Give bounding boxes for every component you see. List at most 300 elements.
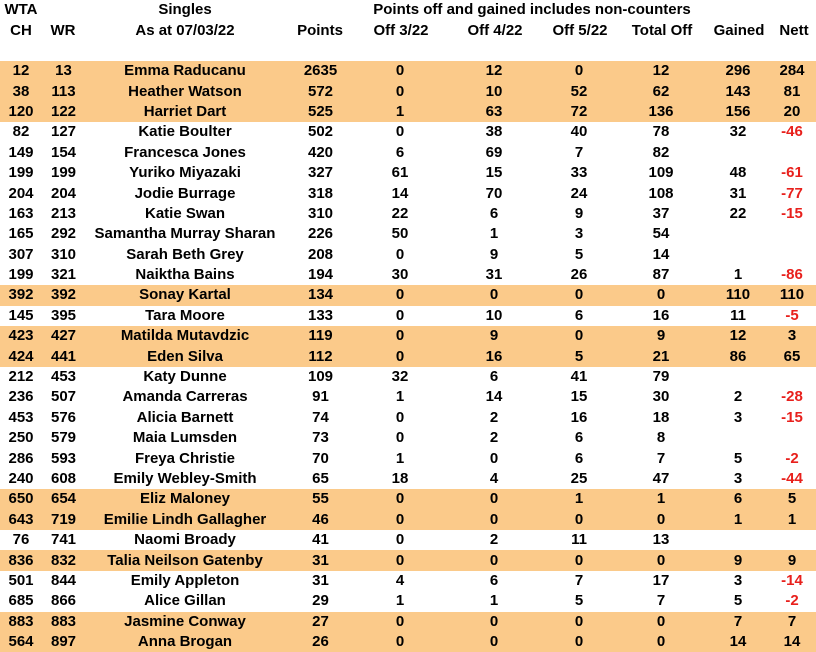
cell-off-4: 4 [489, 470, 499, 487]
cell-ch: 120 [0, 102, 42, 122]
cell-nett: 1 [768, 510, 816, 530]
cell-wr: 832 [42, 550, 85, 570]
cell-points: 31 [312, 571, 329, 589]
header-as-at: As at 07/03/22 [135, 22, 235, 39]
cell-ch: 836 [0, 550, 42, 570]
cell-wr: 883 [42, 612, 85, 632]
cell-off-4: 10 [444, 81, 544, 101]
cell-off-5: 0 [544, 326, 614, 346]
cell-off-3: 4 [395, 571, 405, 589]
cell-name: Emily Webley-Smith [113, 470, 257, 487]
table-row [0, 489, 816, 509]
cell-off-5: 33 [570, 164, 588, 182]
cell-off-3: 0 [395, 429, 405, 447]
header-points: Points [297, 22, 343, 39]
table-row [0, 265, 816, 285]
cell-off-5: 0 [544, 510, 614, 530]
cell-wr: 897 [42, 632, 85, 652]
cell-ch: 204 [8, 184, 34, 202]
cell-name: Yuriko Miyazaki [129, 164, 241, 182]
cell-total-off: 109 [648, 164, 674, 182]
cell-wr: 13 [42, 61, 85, 81]
cell-off-5: 24 [570, 184, 588, 202]
cell-ch: 145 [8, 306, 34, 324]
cell-off-5: 26 [570, 266, 588, 284]
cell-off-4: 0 [444, 550, 544, 570]
cell-total-off: 0 [614, 285, 708, 305]
table-row [0, 285, 816, 305]
cell-off-5: 0 [544, 550, 614, 570]
cell-name: Talia Neilson Gatenby [85, 550, 285, 570]
header-gained: Gained [713, 22, 765, 39]
cell-total-off: 79 [652, 368, 670, 386]
cell-off-5: 5 [544, 346, 614, 366]
cell-gained [708, 224, 768, 244]
cell-nett: -61 [781, 164, 803, 182]
cell-off-5: 7 [574, 571, 584, 589]
cell-off-3: 6 [395, 143, 405, 161]
cell-name: Amanda Carreras [122, 388, 248, 406]
cell-wr: 310 [50, 245, 77, 263]
table-row [0, 224, 816, 244]
cell-nett: 14 [768, 632, 816, 652]
cell-off-5: 25 [570, 470, 588, 487]
cell-off-3: 0 [356, 632, 444, 652]
cell-name: Harriet Dart [85, 102, 285, 122]
cell-wr: 654 [42, 489, 85, 509]
cell-name: Sarah Beth Grey [126, 245, 244, 263]
cell-off-5: 9 [574, 204, 584, 222]
table-row [0, 306, 816, 326]
table-row [0, 245, 816, 265]
cell-off-4: 6 [489, 368, 499, 386]
header-off-3: Off 3/22 [373, 22, 429, 39]
cell-total-off: 8 [656, 429, 666, 447]
cell-ch: 38 [0, 81, 42, 101]
cell-total-off: 1 [614, 489, 708, 509]
header-off-5: Off 5/22 [552, 22, 608, 39]
cell-name: Jasmine Conway [85, 612, 285, 632]
cell-nett: -5 [785, 306, 799, 324]
cell-total-off: 108 [648, 184, 674, 202]
cell-nett: -77 [781, 184, 803, 202]
cell-off-5: 5 [574, 592, 584, 610]
cell-total-off: 0 [614, 612, 708, 632]
table-row [0, 81, 816, 101]
cell-points: 133 [307, 306, 334, 324]
cell-wr: 199 [50, 164, 77, 182]
cell-points: 572 [285, 81, 356, 101]
cell-off-3: 0 [356, 326, 444, 346]
table-row [0, 550, 816, 570]
cell-wr: 741 [50, 531, 77, 549]
cell-off-3: 0 [395, 408, 405, 426]
cell-name: Tara Moore [145, 306, 225, 324]
cell-wr: 213 [50, 204, 77, 222]
cell-points: 26 [285, 632, 356, 652]
cell-wr: 593 [50, 449, 77, 467]
cell-points: 194 [307, 266, 334, 284]
cell-off-4: 0 [444, 612, 544, 632]
cell-gained: 5 [733, 449, 743, 467]
cell-off-5: 7 [574, 143, 584, 161]
cell-total-off: 136 [614, 102, 708, 122]
cell-ch: 307 [8, 245, 34, 263]
cell-name: Katy Dunne [143, 368, 227, 386]
table-row [0, 346, 816, 366]
cell-points: 46 [285, 510, 356, 530]
cell-nett: 65 [768, 346, 816, 366]
cell-nett [768, 224, 816, 244]
table-row [0, 408, 816, 428]
cell-nett: -15 [781, 408, 803, 426]
cell-off-5: 40 [570, 123, 588, 141]
cell-ch: 76 [12, 531, 30, 549]
table-row [0, 510, 816, 530]
cell-total-off: 47 [652, 470, 670, 487]
cell-name: Eden Silva [85, 346, 285, 366]
cell-ch: 392 [0, 285, 42, 305]
cell-total-off: 54 [652, 225, 670, 243]
cell-nett: 3 [768, 326, 816, 346]
cell-gained: 156 [708, 102, 768, 122]
cell-wr: 127 [50, 123, 77, 141]
cell-gained [708, 367, 768, 387]
cell-name: Samantha Murray Sharan [94, 225, 276, 243]
cell-ch: 165 [8, 225, 34, 243]
table-row [0, 448, 816, 468]
cell-name: Francesca Jones [124, 143, 246, 161]
cell-nett: -86 [781, 266, 803, 284]
cell-points: 55 [285, 489, 356, 509]
cell-nett: 5 [768, 489, 816, 509]
cell-off-5: 6 [574, 449, 584, 467]
cell-gained [708, 428, 768, 448]
cell-points: 70 [312, 449, 329, 467]
cell-off-4: 1 [489, 225, 499, 243]
cell-gained: 48 [729, 164, 747, 182]
cell-gained: 9 [708, 550, 768, 570]
cell-off-4: 0 [444, 510, 544, 530]
cell-off-3: 0 [356, 346, 444, 366]
cell-gained: 22 [729, 204, 747, 222]
cell-total-off: 21 [614, 346, 708, 366]
cell-nett: 9 [768, 550, 816, 570]
cell-off-3: 0 [356, 489, 444, 509]
cell-ch: 250 [8, 429, 34, 447]
cell-points: 31 [285, 550, 356, 570]
cell-total-off: 78 [652, 123, 670, 141]
cell-name: Anna Brogan [85, 632, 285, 652]
cell-off-4: 38 [485, 123, 503, 141]
cell-wr: 122 [42, 102, 85, 122]
cell-off-3: 0 [356, 285, 444, 305]
cell-total-off: 0 [614, 550, 708, 570]
cell-ch: 149 [8, 143, 34, 161]
table-row [0, 530, 816, 550]
cell-off-3: 0 [356, 61, 444, 81]
cell-points: 134 [285, 285, 356, 305]
cell-gained: 6 [708, 489, 768, 509]
cell-wr: 154 [50, 143, 77, 161]
cell-nett [768, 530, 816, 550]
cell-gained: 143 [708, 81, 768, 101]
cell-ch: 236 [8, 388, 34, 406]
cell-gained: 3 [733, 408, 743, 426]
cell-total-off: 30 [652, 388, 670, 406]
cell-off-4: 2 [489, 408, 499, 426]
cell-total-off: 82 [652, 143, 670, 161]
cell-wr: 395 [50, 306, 77, 324]
cell-gained: 296 [708, 61, 768, 81]
table-row [0, 204, 816, 224]
header-off-4: Off 4/22 [467, 22, 523, 39]
cell-off-3: 0 [395, 531, 405, 549]
cell-gained: 31 [729, 184, 747, 202]
cell-wr: 576 [50, 408, 77, 426]
table-row [0, 122, 816, 142]
cell-total-off: 37 [652, 204, 670, 222]
cell-points: 29 [312, 592, 329, 610]
table-row [0, 163, 816, 183]
cell-off-5: 11 [571, 531, 587, 549]
cell-name: Emma Raducanu [85, 61, 285, 81]
cell-off-3: 30 [391, 266, 409, 284]
cell-off-5: 6 [574, 306, 584, 324]
table-row [0, 571, 816, 591]
cell-off-5: 0 [544, 285, 614, 305]
cell-points: 109 [307, 368, 334, 386]
cell-ch: 883 [0, 612, 42, 632]
cell-off-4: 10 [485, 306, 503, 324]
header-nett: Nett [779, 22, 809, 39]
cell-off-3: 0 [395, 123, 405, 141]
cell-off-5: 0 [544, 612, 614, 632]
cell-total-off: 0 [614, 632, 708, 652]
cell-off-3: 0 [395, 306, 405, 324]
cell-total-off: 16 [652, 306, 670, 324]
cell-name: Naiktha Bains [135, 266, 235, 284]
cell-off-4: 0 [489, 449, 499, 467]
cell-total-off: 87 [652, 266, 670, 284]
cell-nett [768, 245, 816, 265]
cell-gained: 3 [733, 470, 743, 487]
cell-nett [768, 428, 816, 448]
cell-off-3: 14 [391, 184, 409, 202]
cell-total-off: 18 [652, 408, 670, 426]
cell-off-3: 22 [391, 204, 409, 222]
header-total-off: Total Off [631, 22, 693, 39]
cell-total-off: 7 [656, 449, 666, 467]
cell-off-3: 1 [395, 449, 405, 467]
cell-name: Alice Gillan [144, 592, 226, 610]
cell-gained [708, 530, 768, 550]
cell-off-3: 61 [391, 164, 409, 182]
cell-total-off: 62 [614, 81, 708, 101]
cell-off-3: 1 [356, 102, 444, 122]
cell-points: 208 [307, 245, 334, 263]
cell-wr: 866 [50, 592, 77, 610]
cell-off-3: 18 [391, 470, 409, 487]
cell-name: Naomi Broady [134, 531, 236, 549]
cell-off-4: 12 [444, 61, 544, 81]
cell-ch: 424 [0, 346, 42, 366]
cell-nett: -15 [781, 204, 803, 222]
cell-points: 74 [312, 408, 329, 426]
table-row [0, 387, 816, 407]
cell-off-5: 16 [570, 408, 588, 426]
cell-points: 2635 [285, 61, 356, 81]
cell-off-5: 5 [574, 245, 584, 263]
table-row [0, 61, 816, 81]
cell-nett: -44 [781, 470, 803, 487]
cell-off-4: 0 [444, 489, 544, 509]
cell-off-3: 0 [356, 612, 444, 632]
table-row [0, 326, 816, 346]
cell-points: 119 [285, 326, 356, 346]
cell-nett: 81 [768, 81, 816, 101]
cell-off-4: 70 [485, 184, 503, 202]
header-ch: CH [10, 22, 32, 39]
cell-off-5: 15 [570, 388, 588, 406]
cell-ch: 643 [0, 510, 42, 530]
cell-wr: 608 [50, 470, 77, 487]
cell-wr: 719 [42, 510, 85, 530]
cell-ch: 82 [12, 123, 30, 141]
cell-ch: 212 [8, 368, 34, 386]
cell-points: 226 [307, 225, 334, 243]
cell-ch: 240 [8, 470, 34, 487]
cell-wr: 427 [42, 326, 85, 346]
table-row [0, 143, 816, 163]
cell-off-4: 2 [489, 531, 499, 549]
cell-total-off: 7 [656, 592, 666, 610]
cell-name: Emilie Lindh Gallagher [85, 510, 285, 530]
cell-gained: 11 [730, 306, 746, 324]
cell-nett: -46 [781, 123, 803, 141]
cell-ch: 286 [8, 449, 34, 467]
cell-off-3: 1 [395, 592, 405, 610]
cell-nett: 20 [768, 102, 816, 122]
cell-off-3: 0 [356, 81, 444, 101]
cell-name: Eliz Maloney [85, 489, 285, 509]
cell-nett: 284 [768, 61, 816, 81]
rankings-table [0, 61, 816, 652]
cell-gained [708, 245, 768, 265]
table-row [0, 469, 816, 489]
table-row [0, 632, 816, 652]
cell-total-off: 0 [614, 510, 708, 530]
cell-off-5: 52 [544, 81, 614, 101]
table-row [0, 183, 816, 203]
cell-nett: 110 [768, 285, 816, 305]
cell-off-4: 16 [444, 346, 544, 366]
cell-ch: 453 [8, 408, 34, 426]
cell-wr: 392 [42, 285, 85, 305]
cell-off-3: 1 [395, 388, 405, 406]
cell-name: Sonay Kartal [85, 285, 285, 305]
header-wr: WR [50, 22, 76, 39]
cell-total-off: 14 [652, 245, 670, 263]
cell-wr: 579 [50, 429, 77, 447]
cell-points: 112 [285, 346, 356, 366]
cell-wr: 453 [50, 368, 77, 386]
table-row [0, 102, 816, 122]
cell-off-4: 9 [489, 245, 499, 263]
cell-gained: 32 [729, 123, 747, 141]
cell-name: Katie Boulter [138, 123, 232, 141]
cell-ch: 423 [0, 326, 42, 346]
cell-points: 420 [307, 143, 334, 161]
cell-total-off: 13 [652, 531, 670, 549]
header-note: Points off and gained includes non-counters [373, 1, 691, 18]
cell-points: 27 [285, 612, 356, 632]
cell-ch: 650 [0, 489, 42, 509]
cell-points: 318 [307, 184, 334, 202]
table-row [0, 367, 816, 387]
cell-off-3: 0 [356, 550, 444, 570]
header-wta: WTA [4, 1, 38, 18]
cell-off-4: 6 [489, 571, 499, 589]
cell-off-5: 3 [574, 225, 584, 243]
cell-ch: 163 [8, 204, 34, 222]
cell-wr: 204 [50, 184, 77, 202]
cell-wr: 844 [50, 571, 77, 589]
cell-off-3: 0 [395, 245, 405, 263]
cell-ch: 199 [8, 266, 34, 284]
cell-gained: 86 [708, 346, 768, 366]
cell-gained: 2 [733, 388, 743, 406]
cell-ch: 685 [8, 592, 34, 610]
cell-total-off: 12 [614, 61, 708, 81]
cell-gained: 110 [708, 285, 768, 305]
cell-off-3: 50 [391, 225, 409, 243]
cell-points: 91 [312, 388, 329, 406]
cell-nett: -28 [781, 388, 803, 406]
cell-off-4: 31 [485, 266, 503, 284]
cell-off-4: 2 [489, 429, 499, 447]
cell-off-5: 72 [544, 102, 614, 122]
cell-name: Maia Lumsden [132, 429, 238, 447]
cell-ch: 501 [8, 571, 34, 589]
cell-gained: 1 [708, 510, 768, 530]
cell-off-3: 32 [391, 368, 409, 386]
cell-points: 41 [312, 531, 329, 549]
cell-gained [708, 143, 768, 163]
cell-points: 310 [307, 204, 334, 222]
cell-name: Katie Swan [144, 204, 226, 222]
cell-nett [768, 143, 816, 163]
cell-off-4: 0 [444, 285, 544, 305]
cell-off-4: 69 [485, 143, 503, 161]
cell-off-5: 6 [574, 429, 584, 447]
cell-gained: 14 [708, 632, 768, 652]
cell-ch: 12 [0, 61, 42, 81]
cell-off-4: 0 [444, 632, 544, 652]
cell-name: Jodie Burrage [134, 184, 236, 202]
cell-off-3: 0 [356, 510, 444, 530]
cell-points: 502 [307, 123, 334, 141]
cell-nett: -14 [781, 571, 803, 589]
cell-off-4: 63 [444, 102, 544, 122]
cell-name: Alicia Barnett [136, 408, 234, 426]
cell-name: Freya Christie [134, 449, 236, 467]
cell-wr: 507 [50, 388, 77, 406]
cell-ch: 199 [8, 164, 34, 182]
cell-off-5: 0 [544, 632, 614, 652]
cell-wr: 292 [50, 225, 77, 243]
cell-ch: 564 [0, 632, 42, 652]
